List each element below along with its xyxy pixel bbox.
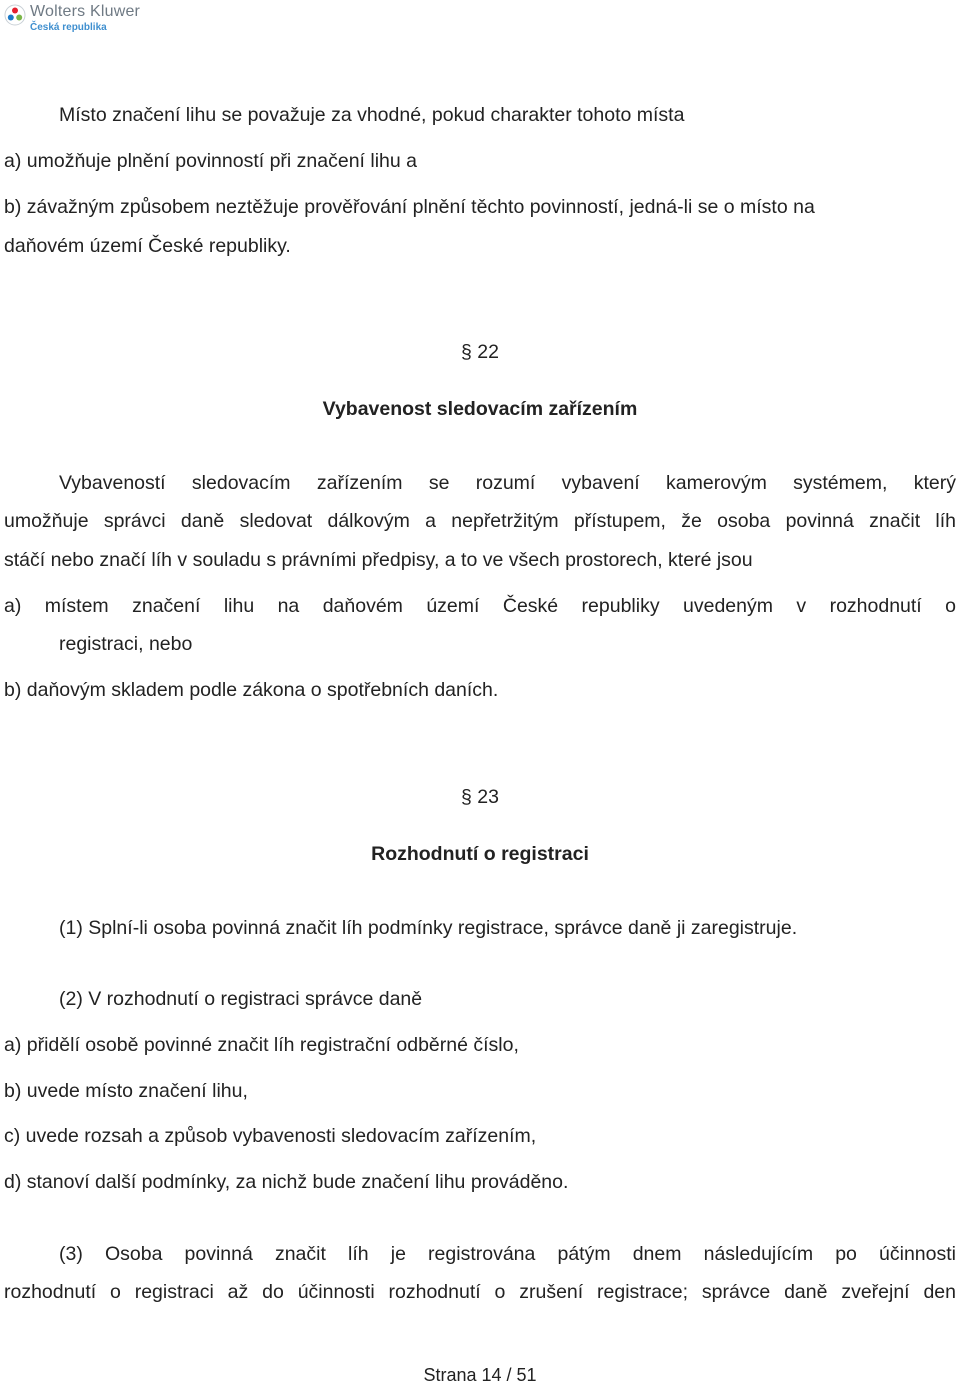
list-item-b: b) daňovým skladem podle zákona o spotřebních daních. <box>4 679 499 701</box>
section-title: Vybavenost sledovacím zařízením <box>322 398 638 420</box>
paragraph-3: (3) Osoba povinná značit líh je registrována pátým dnem následujícím po účinnosti <box>59 1243 956 1265</box>
section-title: Rozhodnutí o registraci <box>371 843 589 865</box>
list-item-a: a) přidělí osobě povinné značit líh registrační odběrné číslo, <box>4 1034 519 1056</box>
brand-country: Česká republika <box>30 22 107 33</box>
paragraph-1: (1) Splní-li osoba povinná značit líh podmínky registrace, správce daně ji zaregistruje. <box>59 917 798 939</box>
wolters-kluwer-logo-icon <box>4 4 26 26</box>
brand-name: Wolters Kluwer <box>30 3 141 20</box>
list-item-b: b) závažným způsobem neztěžuje prověřování plnění těchto povinností, jedná-li se o místo na <box>4 196 815 218</box>
paragraph-line: stáčí nebo značí líh v souladu s právními předpisy, a to ve všech prostorech, které jsou <box>4 549 753 571</box>
list-item-a: a) umožňuje plnění povinností při značení lihu a <box>4 150 418 172</box>
paragraph-line: umožňuje správci daně sledovat dálkovým a nepřetržitým přístupem, že osoba povinná značit líh <box>4 510 956 532</box>
page-number: Strana 14 / 51 <box>423 1365 537 1385</box>
section-number: § 22 <box>461 341 499 363</box>
intro-text: Místo značení lihu se považuje za vhodné, pokud charakter tohoto místa <box>59 104 685 126</box>
list-item-b-cont: daňovém území České republiky. <box>4 235 291 257</box>
list-item-a: a) místem značení lihu na daňovém území České republiky uvedeným v rozhodnutí o <box>4 595 956 617</box>
list-item-a-cont: registraci, nebo <box>59 633 193 655</box>
list-item-c: c) uvede rozsah a způsob vybavenosti sledovacím zařízením, <box>4 1125 537 1147</box>
list-item-b: b) uvede místo značení lihu, <box>4 1080 248 1102</box>
section-number: § 23 <box>461 786 499 808</box>
list-item-d: d) stanoví další podmínky, za nichž bude značení lihu prováděno. <box>4 1171 569 1193</box>
paragraph-2: (2) V rozhodnutí o registraci správce daně <box>59 988 423 1010</box>
paragraph-line: Vybaveností sledovacím zařízením se rozumí vybavení kamerovým systémem, který <box>59 472 956 494</box>
publisher-logo <box>4 2 140 38</box>
paragraph-3-cont: rozhodnutí o registraci až do účinnosti rozhodnutí o zrušení registrace; správce daně zveřejní den <box>4 1281 956 1303</box>
